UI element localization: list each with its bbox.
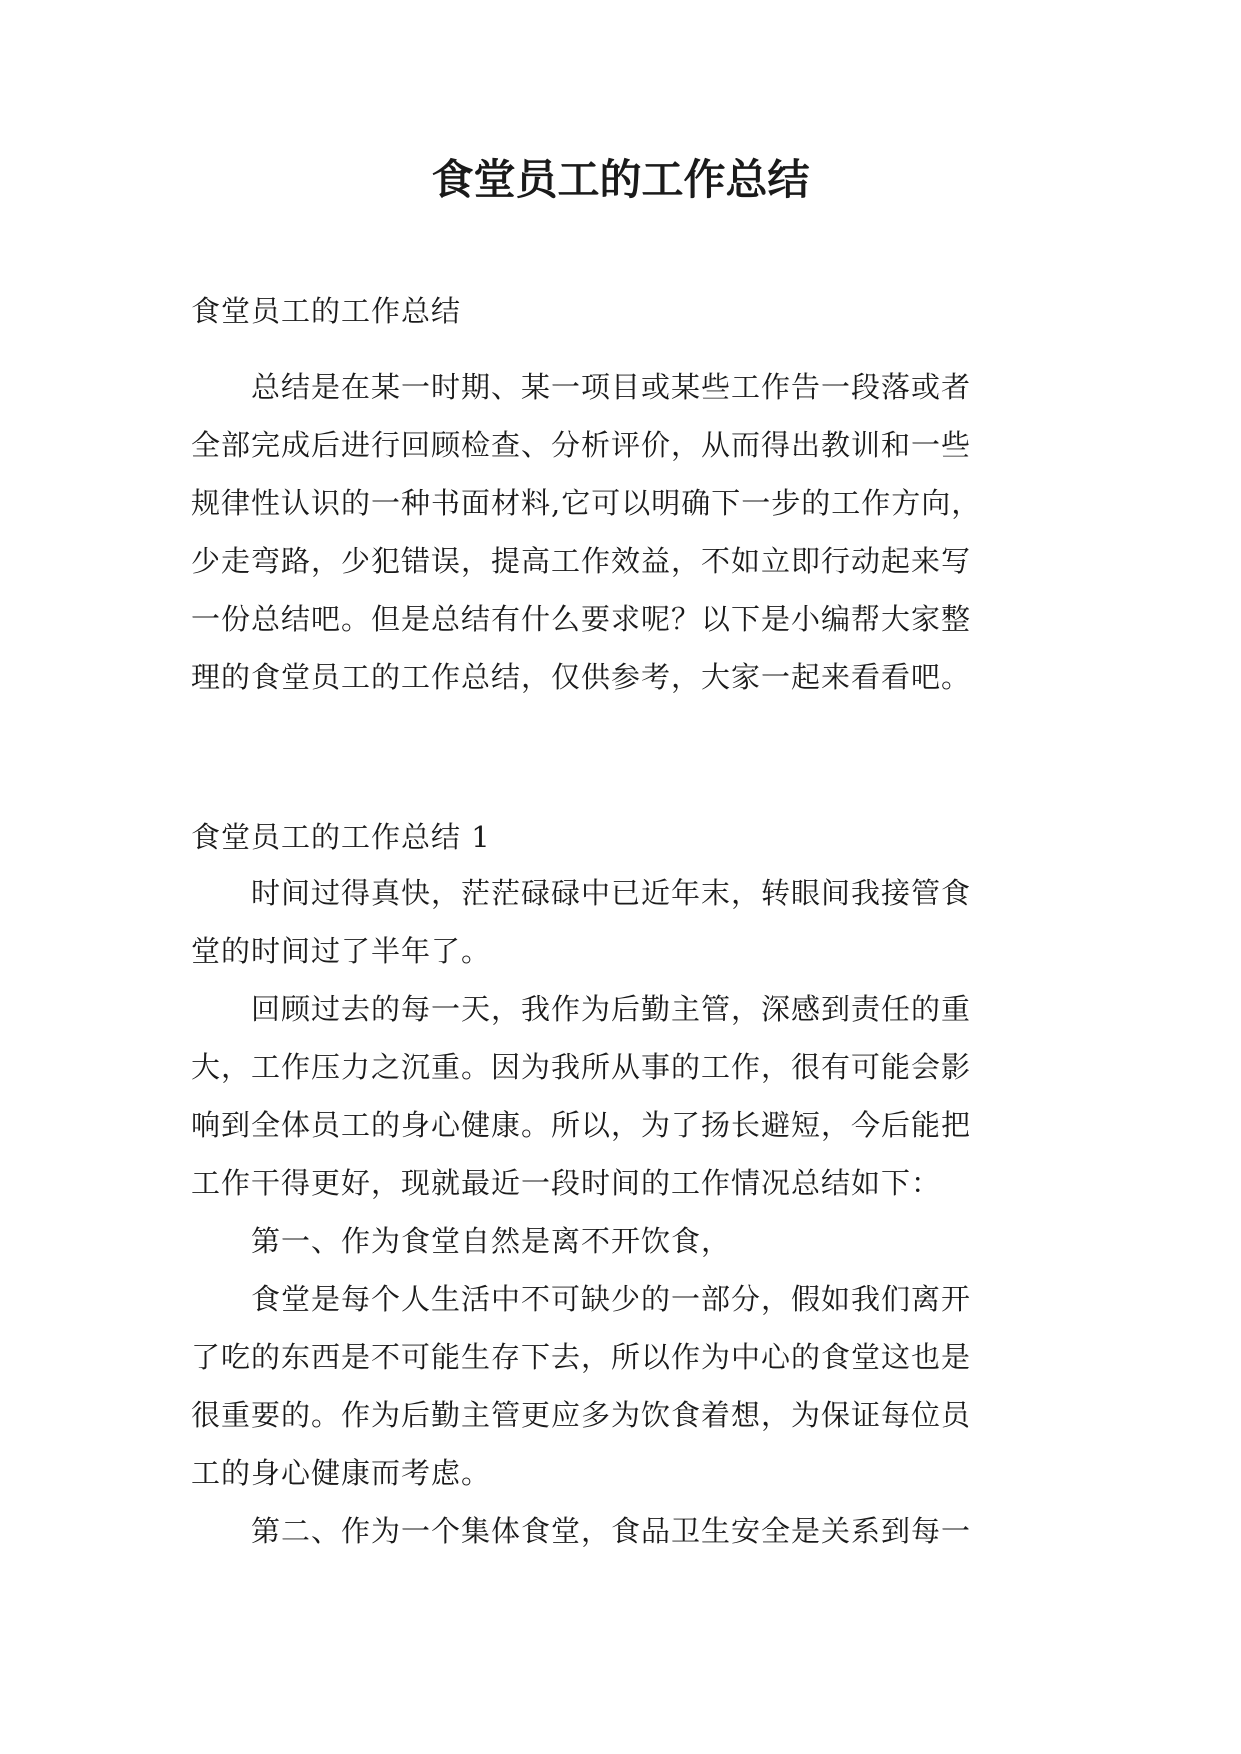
section-heading <box>191 808 1051 866</box>
subtitle-text: 食堂员工的工作总结 <box>191 294 462 328</box>
intro-line: 一份总结吧。但是总结有什么要求呢？以下是小编帮大家整 <box>191 602 972 636</box>
body-line: 很重要的。作为后勤主管更应多为饮食着想，为保证每位员 <box>191 1398 972 1432</box>
body-line: 时间过得真快，茫茫碌碌中已近年末，转眼间我接管食 <box>191 876 972 910</box>
body-line: 工作干得更好，现就最近一段时间的工作情况总结如下： <box>191 1166 942 1200</box>
intro-line: 总结是在某一时期、某一项目或某些工作告一段落或者 <box>191 370 972 404</box>
section-heading-text: 食堂员工的工作总结 1 <box>191 820 491 854</box>
body-line: 了吃的东西是不可能生存下去，所以作为中心的食堂这也是 <box>191 1340 972 1374</box>
section-body <box>191 864 1051 1560</box>
body-line: 工的身心健康而考虑。 <box>191 1456 492 1490</box>
body-line: 回顾过去的每一天，我作为后勤主管，深感到责任的重 <box>191 992 972 1026</box>
body-line: 食堂是每个人生活中不可缺少的一部分，假如我们离开 <box>191 1282 972 1316</box>
intro-line: 理的食堂员工的工作总结，仅供参考，大家一起来看看吧。 <box>191 660 972 694</box>
body-line: 第一、作为食堂自然是离不开饮食， <box>191 1224 732 1258</box>
body-line: 堂的时间过了半年了。 <box>191 934 492 968</box>
body-line: 大，工作压力之沉重。因为我所从事的工作，很有可能会影 <box>191 1050 972 1084</box>
page-title: 食堂员工的工作总结 <box>431 155 810 204</box>
body-line: 响到全体员工的身心健康。所以，为了扬长避短，今后能把 <box>191 1108 972 1142</box>
intro-line: 全部完成后进行回顾检查、分析评价，从而得出教训和一些 <box>191 428 972 462</box>
intro-line: 规律性认识的一种书面材料,它可以明确下一步的工作方向， <box>191 486 982 520</box>
body-line: 第二、作为一个集体食堂，食品卫生安全是关系到每一 <box>191 1514 972 1548</box>
intro-line: 少走弯路，少犯错误，提高工作效益，不如立即行动起来写 <box>191 544 972 578</box>
document-subtitle <box>191 282 1051 340</box>
intro-paragraph <box>191 358 1051 706</box>
